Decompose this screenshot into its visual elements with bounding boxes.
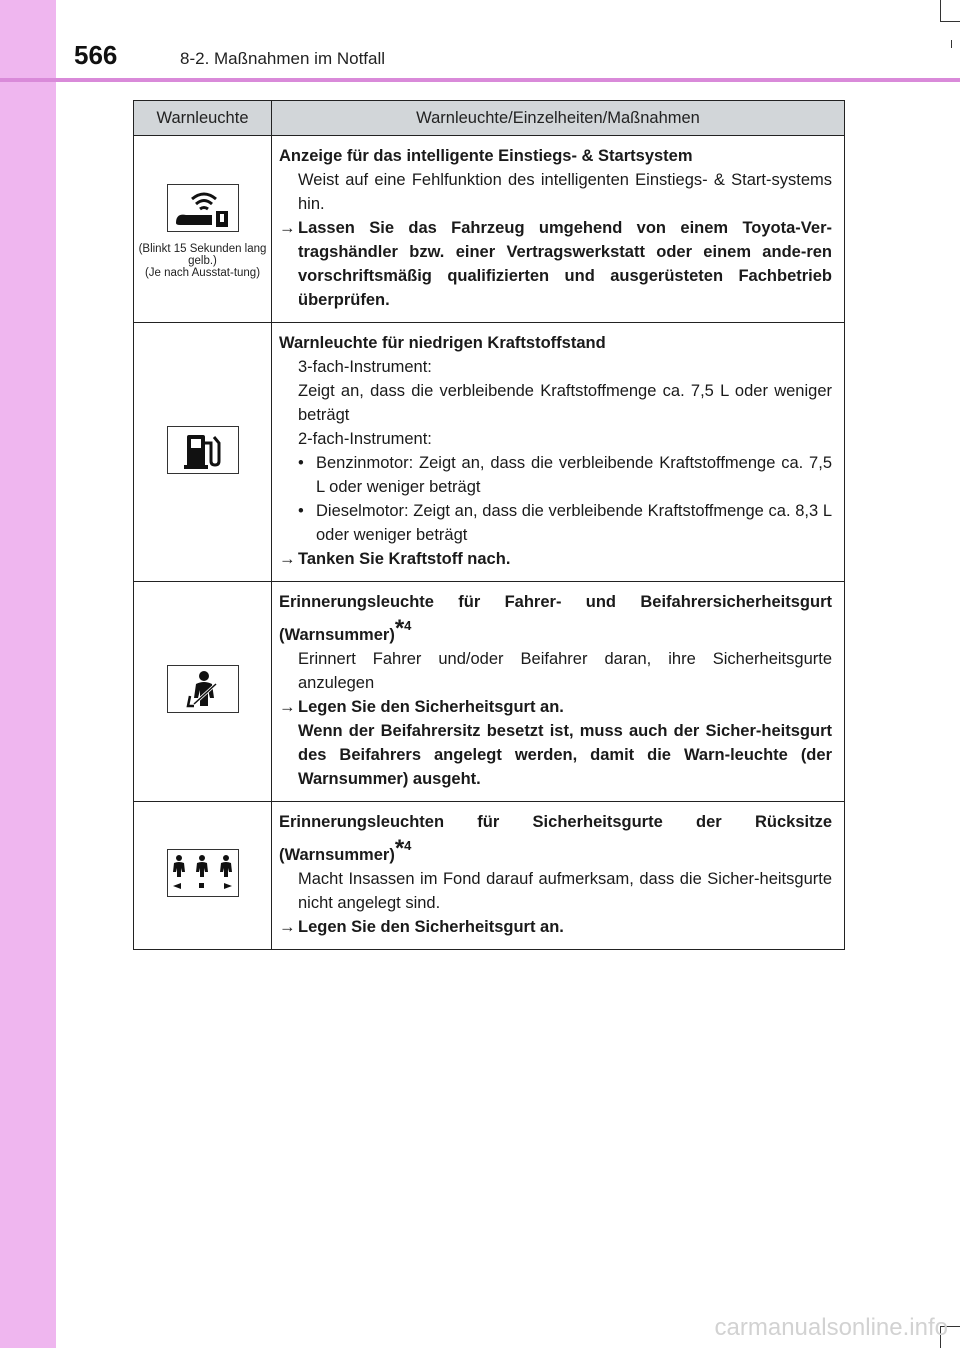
left-margin-band (0, 0, 56, 1348)
row-title-text: Erinnerungsleuchten für Sicherheitsgurte der Rücksitze (Warnsummer) (279, 813, 832, 864)
arrow-icon: → (279, 219, 296, 237)
row-title (279, 810, 832, 867)
arrow-icon: → (279, 918, 296, 936)
action-label: Lassen Sie das Fahrzeug umgehend von einem Toyota-Ver-tragshändler bzw. einer Vertragswerkstatt oder einem ande-ren vorschriftsmäßig qualifizierten und ausgerüsteten Fachbetrieb überprüfen. (298, 219, 832, 309)
footnote-number: 4 (404, 838, 412, 853)
footnote-star: * (394, 835, 405, 862)
details-cell (272, 582, 845, 802)
list-item (279, 499, 832, 547)
crop-mark (940, 0, 941, 22)
bullet-icon: • (298, 454, 304, 472)
description-text: Macht Insassen im Fond darauf aufmerksam, dass die Sicher-heitsgurte nicht angelegt sind. (298, 870, 832, 912)
action-label: Tanken Sie Kraftstoff nach. (298, 550, 511, 568)
seatbelt-reminder-icon (167, 665, 239, 713)
action-text (279, 695, 832, 719)
section-title: 8-2. Maßnahmen im Notfall (180, 49, 386, 68)
list-item-text: Dieselmotor: Zeigt an, dass die verbleibende Kraftstoffmenge ca. 8,3 L oder weniger beträgt (316, 502, 832, 544)
description-text: Zeigt an, dass die verbleibende Kraftstoffmenge ca. 7,5 L oder weniger beträgt (298, 382, 832, 424)
page-number: 566 (74, 40, 118, 70)
action-note: Wenn der Beifahrersitz besetzt ist, muss auch der Sicher-heitsgurt des Beifahrers angelegt werden, damit die Warn-leuchte (der Warnsummer) ausgeht. (298, 722, 832, 788)
action-text (279, 216, 832, 312)
row-title-text: Erinnerungsleuchte für Fahrer- und Beifahrersicherheitsgurt (Warnsummer) (279, 593, 832, 644)
icon-cell (134, 136, 272, 323)
table-row (134, 802, 845, 950)
icon-caption: (Je nach Ausstat-tung) (144, 266, 261, 279)
arrow-icon: → (279, 550, 296, 568)
header-rule (0, 78, 960, 82)
column-header-warning-light: Warnleuchte (134, 101, 272, 136)
bullet-icon: • (298, 502, 304, 520)
action-text (279, 547, 832, 571)
action-label: Legen Sie den Sicherheitsgurt an. (298, 918, 564, 936)
details-cell (272, 323, 845, 582)
footnote-star: * (394, 615, 405, 642)
icon-cell (134, 582, 272, 802)
row-title (279, 590, 832, 647)
rear-seatbelt-reminder-icon (167, 849, 239, 897)
instrument-label: 2-fach-Instrument: (298, 430, 432, 448)
description-text: Weist auf eine Fehlfunktion des intelligenten Einstiegs- & Start-systems hin. (298, 171, 832, 213)
crop-mark (951, 40, 952, 48)
details-cell (272, 136, 845, 323)
list-item-text: Benzinmotor: Zeigt an, dass die verbleibende Kraftstoffmenge ca. 7,5 L oder weniger beträgt (316, 454, 832, 496)
row-title: Warnleuchte für niedrigen Kraftstoffstand (279, 334, 606, 352)
warning-light-table (133, 100, 845, 950)
smart-key-system-icon (167, 184, 239, 232)
row-title: Anzeige für das intelligente Einstiegs- & Startsystem (279, 147, 693, 165)
icon-caption: (Blinkt 15 Sekunden lang gelb.) (138, 242, 267, 267)
description-text: Erinnert Fahrer und/oder Beifahrer daran, ihre Sicherheitsgurte anzulegen (298, 650, 832, 692)
footnote-number: 4 (404, 618, 412, 633)
table-row (134, 323, 845, 582)
action-label: Legen Sie den Sicherheitsgurt an. (298, 698, 564, 716)
icon-cell (134, 802, 272, 950)
watermark: carmanualsonline.info (714, 1314, 948, 1341)
instrument-label: 3-fach-Instrument: (298, 358, 432, 376)
table-row (134, 136, 845, 323)
column-header-details: Warnleuchte/Einzelheiten/Maßnahmen (272, 101, 845, 136)
icon-cell (134, 323, 272, 582)
details-cell (272, 802, 845, 950)
fuel-pump-icon (167, 426, 239, 474)
crop-mark (940, 21, 960, 22)
list-item (279, 451, 832, 499)
action-text (279, 915, 832, 939)
table-row (134, 582, 845, 802)
table-header-row (134, 101, 845, 136)
arrow-icon: → (279, 698, 296, 716)
